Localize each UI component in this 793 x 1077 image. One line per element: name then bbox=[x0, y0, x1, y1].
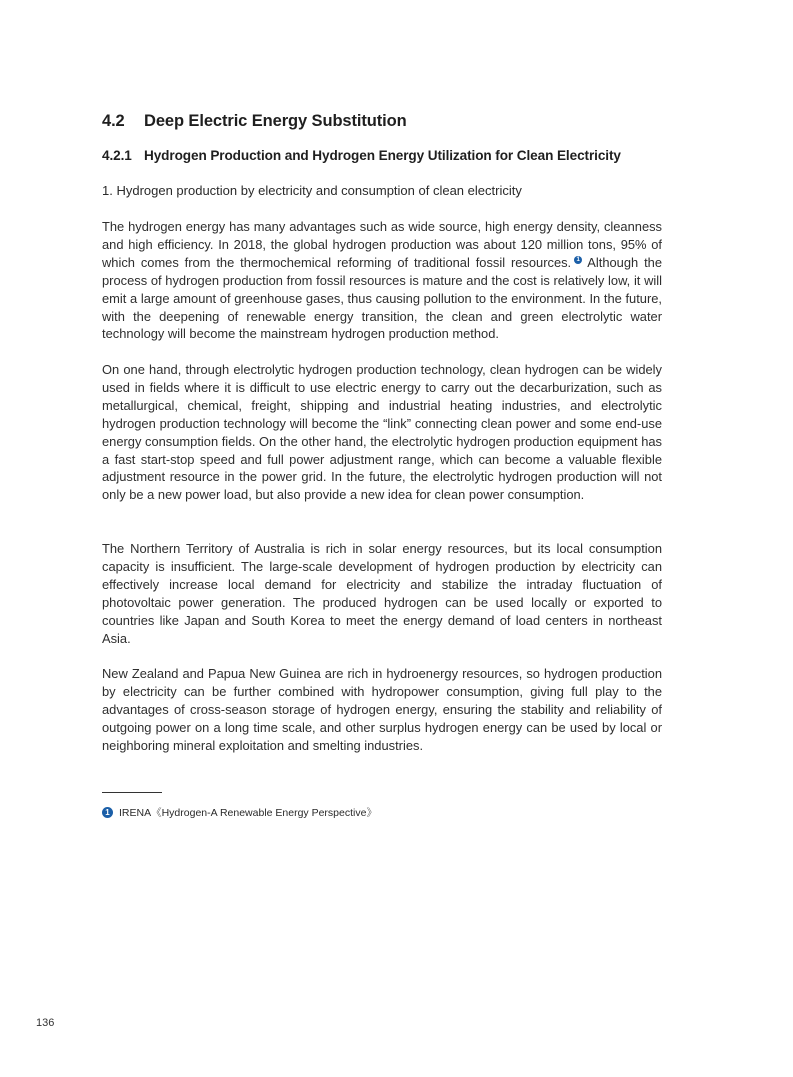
footnote-divider bbox=[102, 792, 162, 793]
paragraph-4: New Zealand and Papua New Guinea are rich in hydroenergy resources, so hydrogen production by electricity can be further combined with hydropower consumption, giving full play to the advantages of cross-season storage of hydrogen energy, ensuring the stability and reliability of outgoing power on a long time scale, and other surplus hydrogen energy can be used by local or neighboring mineral exploitation and smelting industries. bbox=[102, 666, 662, 753]
subsection-heading bbox=[102, 148, 621, 163]
paragraph-1 bbox=[102, 218, 662, 343]
section-title: Deep Electric Energy Substitution bbox=[144, 112, 407, 130]
subheading: 1. Hydrogen production by electricity and consumption of clean electricity bbox=[102, 183, 522, 198]
section-number: 4.2 bbox=[102, 112, 125, 130]
footnote-1 bbox=[102, 805, 377, 820]
footnote-ref-icon[interactable]: 1 bbox=[574, 256, 582, 264]
paragraph-1-text-after: Although the process of hydrogen production from fossil resources is mature and the cost is relatively low, it will emit a large amount of greenhouse gases, thus causing pollution to the environment. In the future, with the deepening of renewable energy transition, the clean and green electrolytic water technology will become the mainstream hydrogen production method. bbox=[102, 254, 662, 342]
paragraph-1-text: The hydrogen energy has many advantages such as wide source, high energy density, cleanness and high efficiency. In 2018, the global hydrogen production was about 120 million tons, 95% of which comes from the thermochemical reforming of traditional fossil resources. bbox=[102, 219, 662, 270]
subsection-number: 4.2.1 bbox=[102, 148, 132, 163]
footnote-text: IRENA《Hydrogen-A Renewable Energy Perspective》 bbox=[119, 807, 377, 819]
subsection-title: Hydrogen Production and Hydrogen Energy Utilization for Clean Electricity bbox=[144, 148, 621, 163]
page-number: 136 bbox=[36, 1017, 55, 1029]
paragraph-3: The Northern Territory of Australia is rich in solar energy resources, but its local consumption capacity is insufficient. The large-scale development of hydrogen production by electricity can effectively increase local demand for electricity and stabilize the intraday fluctuation of photovoltaic power generation. The produced hydrogen can be used locally or exported to countries like Japan and South Korea to meet the energy demand of load centers in northeast Asia. bbox=[102, 541, 662, 646]
paragraph-2: On one hand, through electrolytic hydrogen production technology, clean hydrogen can be widely used in fields where it is difficult to use electric energy to carry out the decarburization, such as metallurgical, chemical, freight, shipping and industrial heating industries, and electrolytic hydrogen production technology will become the “link” connecting clean power and some end-use energy consumption fields. On the other hand, the electrolytic hydrogen production equipment has a fast start-stop speed and full power adjustment range, which can become a valuable flexible adjustment resource in the power grid. In the future, the electrolytic hydrogen production will not only be a new power load, but also provide a new idea for clean power consumption. bbox=[102, 362, 662, 503]
footnote-number-icon: 1 bbox=[102, 807, 113, 818]
section-heading bbox=[102, 112, 407, 131]
